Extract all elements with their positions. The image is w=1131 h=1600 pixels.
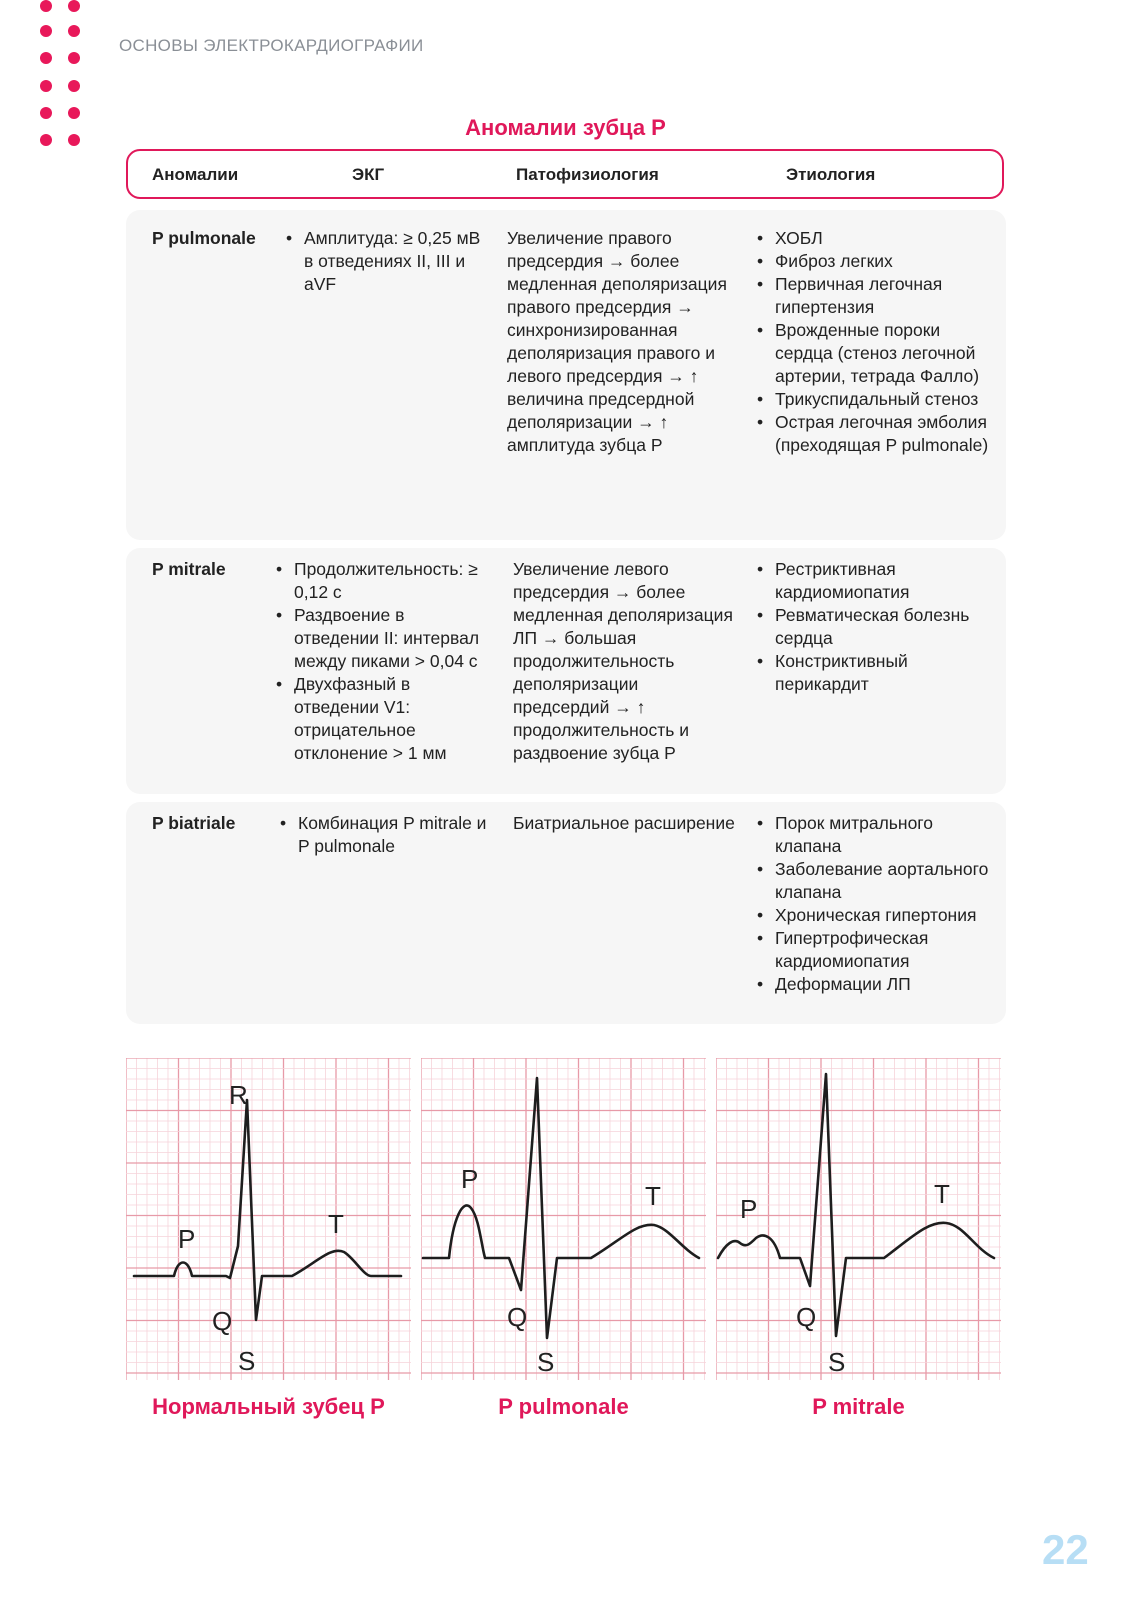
list-item: • Заболевание аортального клапана <box>757 858 997 904</box>
column-header-pathophysiology: Патофизиология <box>516 165 659 184</box>
wave-label-r: R <box>229 1080 248 1110</box>
wave-label-q: Q <box>212 1306 233 1336</box>
column-header-ecg: ЭКГ <box>352 165 385 184</box>
list-item: • Первичная легочная гипертензия <box>757 273 997 319</box>
ecg-pulmonale-figure <box>421 1058 706 1380</box>
list-item: • Порок митрального клапана <box>757 812 997 858</box>
row-ecg-list <box>286 227 491 296</box>
table-row <box>126 210 1006 540</box>
caption-mitrale: P mitrale <box>812 1394 905 1419</box>
ecg-normal-figure <box>126 1058 411 1380</box>
row-anomaly-name: P mitrale <box>152 559 226 579</box>
row-ecg-list <box>280 812 495 858</box>
list-item: • Констриктивный перикардит <box>757 650 997 696</box>
row-pathophysiology: Биатриальное расширение <box>513 813 735 833</box>
wave-label-q: Q <box>507 1302 528 1332</box>
ecg-mitrale-figure <box>716 1058 1001 1380</box>
list-item: • Раздвоение в отведении II: интервал между пиками > 0,04 с <box>276 604 491 673</box>
ecg-grid <box>126 1058 411 1380</box>
wave-label-s: S <box>828 1347 846 1377</box>
list-item: • ХОБЛ <box>757 227 997 250</box>
wave-label-q: Q <box>796 1302 817 1332</box>
page-number: 22 <box>1042 1526 1089 1573</box>
wave-label-s: S <box>537 1347 555 1377</box>
row-ecg-list <box>276 558 491 765</box>
table-row <box>126 802 1006 1024</box>
list-item: • Фиброз легких <box>757 250 997 273</box>
ecg-grid <box>421 1058 706 1380</box>
wave-label-t: T <box>645 1181 661 1211</box>
ecg-normal-trace <box>134 1100 401 1320</box>
list-item: • Острая легочная эмболия (преходящая P pulmonale) <box>757 411 997 457</box>
column-header-etiology: Этиология <box>786 165 876 184</box>
wave-label-t: T <box>934 1179 950 1209</box>
row-etiology-list <box>757 227 997 457</box>
wave-label-p: P <box>178 1224 196 1254</box>
table-row <box>126 548 1006 794</box>
table-title: Аномалии зубца P <box>465 115 666 140</box>
list-item: • Ревматическая болезнь сердца <box>757 604 997 650</box>
wave-label-p: P <box>740 1194 758 1224</box>
row-pathophysiology: Увеличение правого предсердия → более медленная деполяризация правого предсердия → синхронизированная деполяризация правого и левого предсердия → ↑ величина предсердной деполяризации → ↑ амплитуда зубца P <box>507 228 727 455</box>
wave-label-s: S <box>238 1346 256 1376</box>
list-item: • Рестриктивная кардиомиопатия <box>757 558 997 604</box>
list-item: • Двухфазный в отведении V1: отрицательное отклонение > 1 мм <box>276 673 491 765</box>
wave-label-t: T <box>328 1209 344 1239</box>
list-item: • Хроническая гипертония <box>757 904 997 927</box>
row-anomaly-name: P pulmonale <box>152 228 256 248</box>
row-anomaly-name: P biatriale <box>152 813 236 833</box>
column-header-anomalies: Аномалии <box>152 165 239 184</box>
row-etiology-list <box>757 558 997 696</box>
list-item: • Трикуспидальный стеноз <box>757 388 997 411</box>
running-header: ОСНОВЫ ЭЛЕКТРОКАРДИОГРАФИИ <box>119 36 424 55</box>
list-item: • Деформации ЛП <box>757 973 997 996</box>
caption-normal: Нормальный зубец P <box>152 1394 385 1419</box>
list-item: • Комбинация P mitrale и P pulmonale <box>280 812 495 858</box>
list-item: • Продолжительность: ≥ 0,12 с <box>276 558 491 604</box>
row-pathophysiology: Увеличение левого предсердия → более медленная деполяризация ЛП → большая продолжительность деполяризации предсердий → ↑ продолжительность и раздвоение зубца P <box>513 559 733 763</box>
wave-label-p: P <box>461 1164 479 1194</box>
ecg-grid <box>716 1058 1001 1380</box>
caption-pulmonale: P pulmonale <box>498 1394 629 1419</box>
table-header <box>126 149 1004 199</box>
row-etiology-list <box>757 812 997 996</box>
list-item: • Врожденные пороки сердца (стеноз легочной артерии, тетрада Фалло) <box>757 319 997 388</box>
list-item: • Амплитуда: ≥ 0,25 мВ в отведениях II, III и aVF <box>286 227 491 296</box>
list-item: • Гипертрофическая кардиомиопатия <box>757 927 997 973</box>
